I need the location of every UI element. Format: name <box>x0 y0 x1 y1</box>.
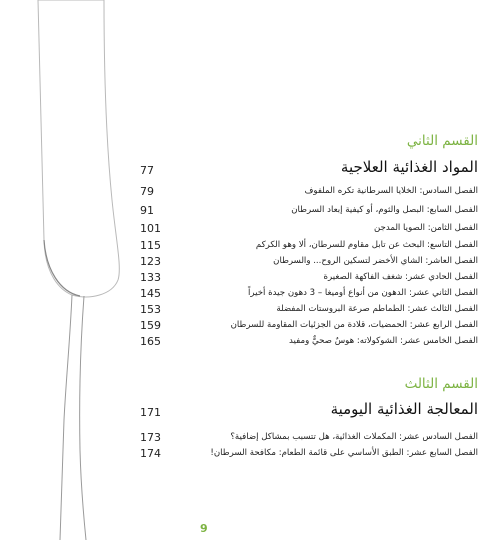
toc-row <box>140 286 478 300</box>
chapter-title: الفصل التاسع: البحث عن تابل مقاوم للسرطان، ألا وهو الكركم <box>255 240 478 250</box>
toc-row <box>140 430 478 444</box>
chapter-title: الفصل السابع عشر: الطبق الأساسي على قائمة الطعام: مكافحة السرطان! <box>210 448 478 458</box>
page-number: 91 <box>140 203 154 217</box>
toc-row <box>140 270 478 284</box>
toc-row <box>140 302 478 316</box>
chapter-title: الفصل الثاني عشر: الدهون من أنواع أوميغا – 3 دهون جيدة أخيراً <box>248 288 478 298</box>
toc-row <box>140 318 478 332</box>
knife-illustration <box>0 0 150 540</box>
section-title: القسم الثالث <box>404 376 478 392</box>
page-number: 174 <box>140 446 161 460</box>
page-number: 159 <box>140 318 161 332</box>
toc-row <box>140 184 478 198</box>
page-number: 153 <box>140 302 161 316</box>
chapter-title: الفصل الثامن: الصويا المدجن <box>373 223 478 233</box>
toc-row <box>140 334 478 348</box>
page-number: 123 <box>140 254 161 268</box>
toc-row <box>140 254 478 268</box>
toc-row <box>140 203 478 217</box>
section-title: القسم الثاني <box>406 133 478 149</box>
chapter-title: الفصل الحادي عشر: شغف الفاكهة الصغيرة <box>323 272 478 282</box>
chapter-title: الفصل الرابع عشر: الحمضيات، قلادة من الجزئيات المقاومة للسرطان <box>230 320 478 330</box>
folio-page-number: 9 <box>200 522 208 535</box>
toc-row <box>140 221 478 235</box>
page-number: 145 <box>140 286 161 300</box>
toc-row <box>140 238 478 252</box>
chapter-title: الفصل السادس: الخلايا السرطانية تكره الملفوف <box>304 186 478 196</box>
page-number: 165 <box>140 334 161 348</box>
page-number: 79 <box>140 184 154 198</box>
chapter-title: الفصل العاشر: الشاي الأخضر لتسكين الروح... والسرطان <box>273 256 478 266</box>
toc-row <box>140 446 478 460</box>
chapter-title: الفصل السابع: البصل والثوم، أو كيفية إبعاد السرطان <box>291 205 478 215</box>
page-number: 77 <box>140 164 154 177</box>
section-subtitle: المعالجة الغذائية اليومية <box>330 400 478 418</box>
section-subtitle: المواد الغذائية العلاجية <box>340 158 478 176</box>
chapter-title: الفصل الثالث عشر: الطماطم صرعة البروستات المفضلة <box>276 304 478 314</box>
page-number: 173 <box>140 430 161 444</box>
page-number: 115 <box>140 238 161 252</box>
chapter-title: الفصل السادس عشر: المكملات الغذائية، هل تتسبب بمشاكل إضافية؟ <box>230 432 478 442</box>
page-number: 133 <box>140 270 161 284</box>
page-number: 171 <box>140 406 161 419</box>
page-number: 101 <box>140 221 161 235</box>
chapter-title: الفصل الخامس عشر: الشوكولاته: هوسٌ صحيٌّ ومفيد <box>289 336 478 346</box>
